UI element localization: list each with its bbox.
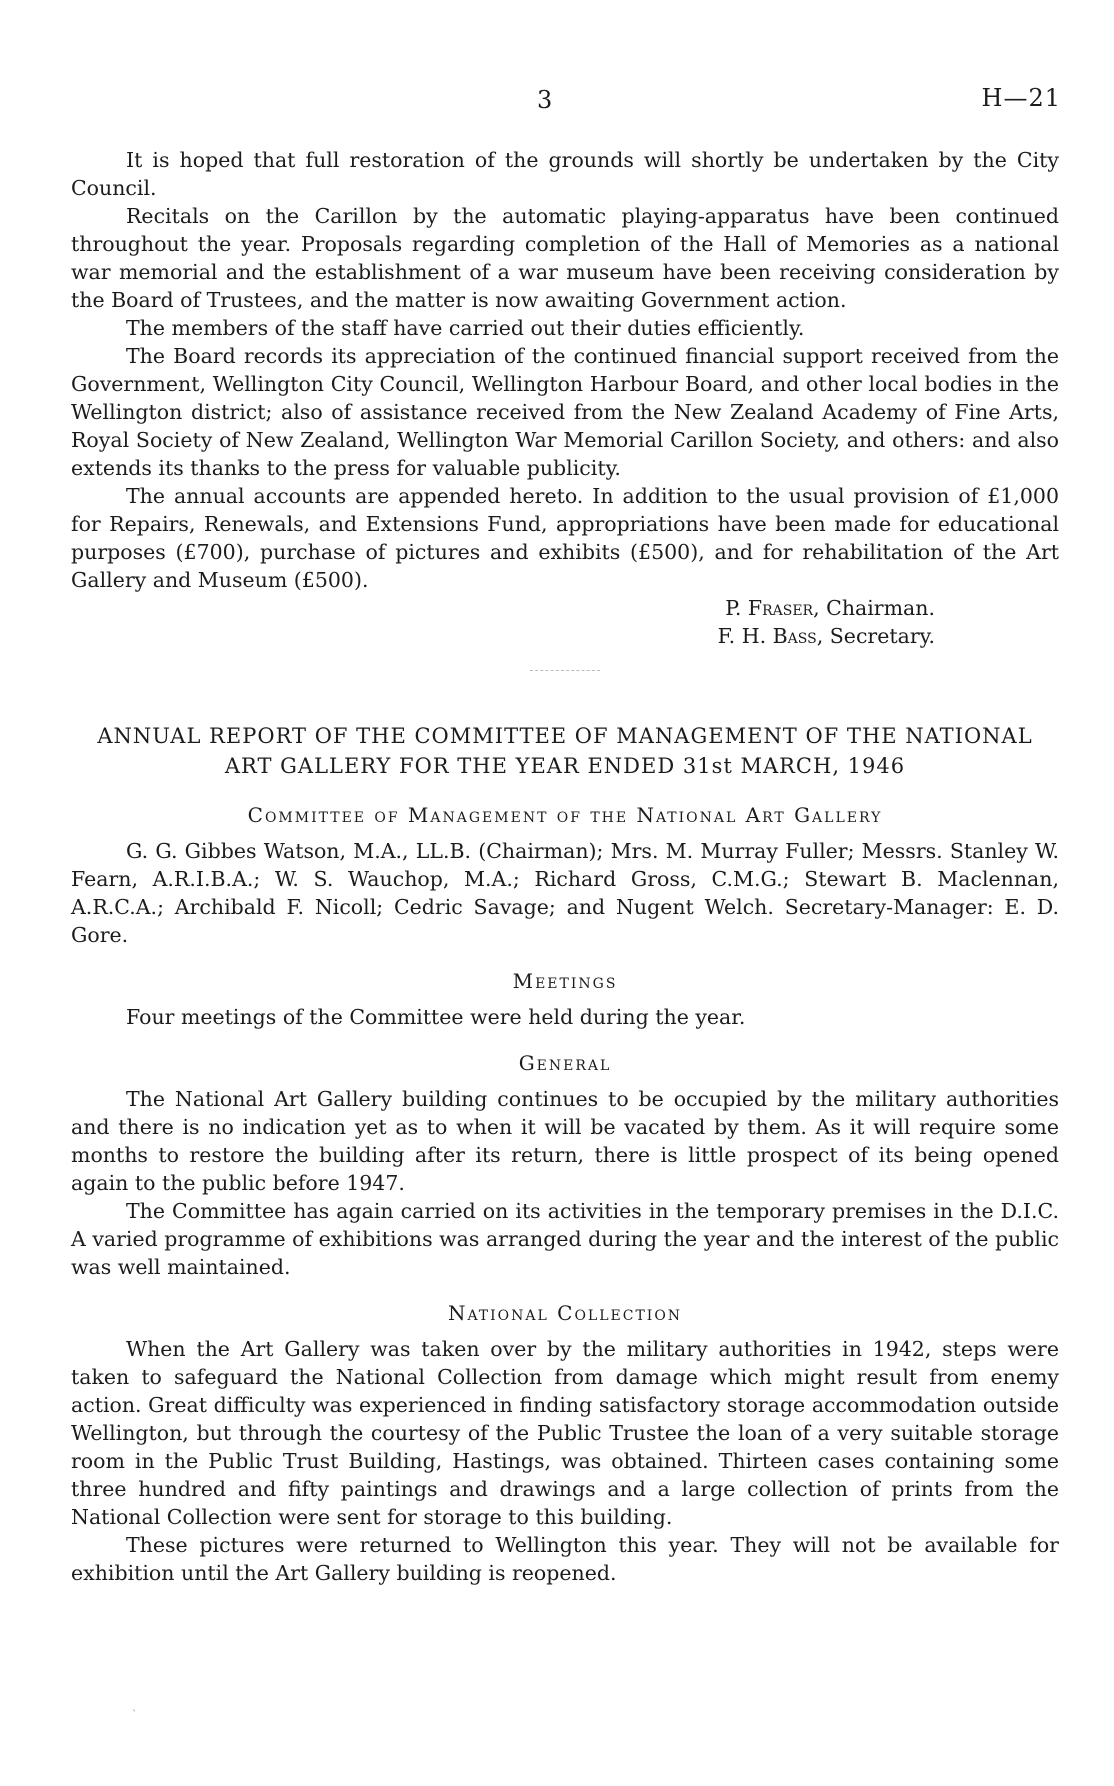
report-title: ANNUAL REPORT OF THE COMMITTEE OF MANAGEMENT OF THE NATIONAL ART GALLERY FOR THE YEAR ENDED 31st MARCH, 1946 xyxy=(97,724,1033,778)
signature-secretary: F. H. Bass, Secretary. xyxy=(717,624,935,648)
intro-paragraph: Recitals on the Carillon by the automatic playing-apparatus have been continued throughout the year. Proposals regarding completion of the Hall of Memories as a national war memorial and the establishment of a war museum have been receiving consideration by the Board of Trustees, and the matter is now awaiting Government action. xyxy=(71,204,1059,312)
signature-role: Secretary. xyxy=(829,624,935,648)
signature-name: P. Fraser xyxy=(725,596,814,620)
intro-paragraph: The members of the staff have carried out their duties efficiently. xyxy=(126,316,805,340)
intro-paragraph: It is hoped that full restoration of the grounds will shortly be undertaken by the City Council. xyxy=(71,148,1059,200)
signature-chairman: P. Fraser, Chairman. xyxy=(725,596,935,620)
collection-paragraph: These pictures were returned to Wellington this year. They will not be available for exhibition until the Art Gallery building is reopened. xyxy=(71,1533,1059,1585)
page-code: H—21 xyxy=(981,84,1061,112)
section-divider xyxy=(530,670,600,671)
scan-mark: ˋ xyxy=(132,1710,137,1721)
signature-name: F. H. Bass xyxy=(717,624,817,648)
page-number: 3 xyxy=(537,86,553,114)
signature-block xyxy=(71,594,935,650)
general-paragraph: The National Art Gallery building continues to be occupied by the military authorities and there is no indication yet as to when it will be vacated by them. As it will require some months to restore the building after its return, there is little prospect of its being opened again to the public before 1947. xyxy=(71,1087,1059,1195)
page-body xyxy=(71,146,1059,1587)
section-heading-national-collection: National Collection xyxy=(447,1301,683,1325)
intro-paragraph: The Board records its appreciation of the continued financial support received from the Government, Wellington City Council, Wellington Harbour Board, and other local bodies in the Wellington district; also of assistance received from the New Zealand Academy of Fine Arts, Royal Society of New Zealand, Wellington War Memorial Carillon Society, and others: and also extends its thanks to the press for valuable publicity. xyxy=(71,344,1059,480)
meetings-paragraph: Four meetings of the Committee were held during the year. xyxy=(126,1005,746,1029)
section-heading-committee: Committee of Management of the National Art Gallery xyxy=(247,803,883,827)
intro-paragraph: The annual accounts are appended hereto. In addition to the usual provision of £1,000 for Repairs, Renewals, and Extensions Fund, appropriations have been made for educational purposes (£700), purchase of pictures and exhibits (£500), and for rehabilitation of the Art Gallery and Museum (£500). xyxy=(71,484,1059,592)
signature-role: Chairman. xyxy=(826,596,935,620)
section-heading-meetings: Meetings xyxy=(512,969,618,993)
section-heading-general: General xyxy=(518,1051,612,1075)
committee-members: G. G. Gibbes Watson, M.A., LL.B. (Chairman); Mrs. M. Murray Fuller; Messrs. Stanley W. Fearn, A.R.I.B.A.; W. S. Wauchop, M.A.; Richard Gross, C.M.G.; Stewart B. Maclennan, A.R.C.A.; Archibald F. Nicoll; Cedric Savage; and Nugent Welch. Secretary-Manager: E. D. Gore. xyxy=(71,839,1059,947)
general-paragraph: The Committee has again carried on its activities in the temporary premises in the D.I.C. A varied programme of exhibitions was arranged during the year and the interest of the public was well maintained. xyxy=(71,1199,1060,1279)
collection-paragraph: When the Art Gallery was taken over by the military authorities in 1942, steps were taken to safeguard the National Collection from damage which might result from enemy action. Great difficulty was experienced in finding satisfactory storage accommodation outside Wellington, but through the courtesy of the Public Trustee the loan of a very suitable storage room in the Public Trust Building, Hastings, was obtained. Thirteen cases containing some three hundred and fifty paintings and drawings and a large collection of prints from the National Collection were sent for storage to this building. xyxy=(71,1337,1059,1529)
